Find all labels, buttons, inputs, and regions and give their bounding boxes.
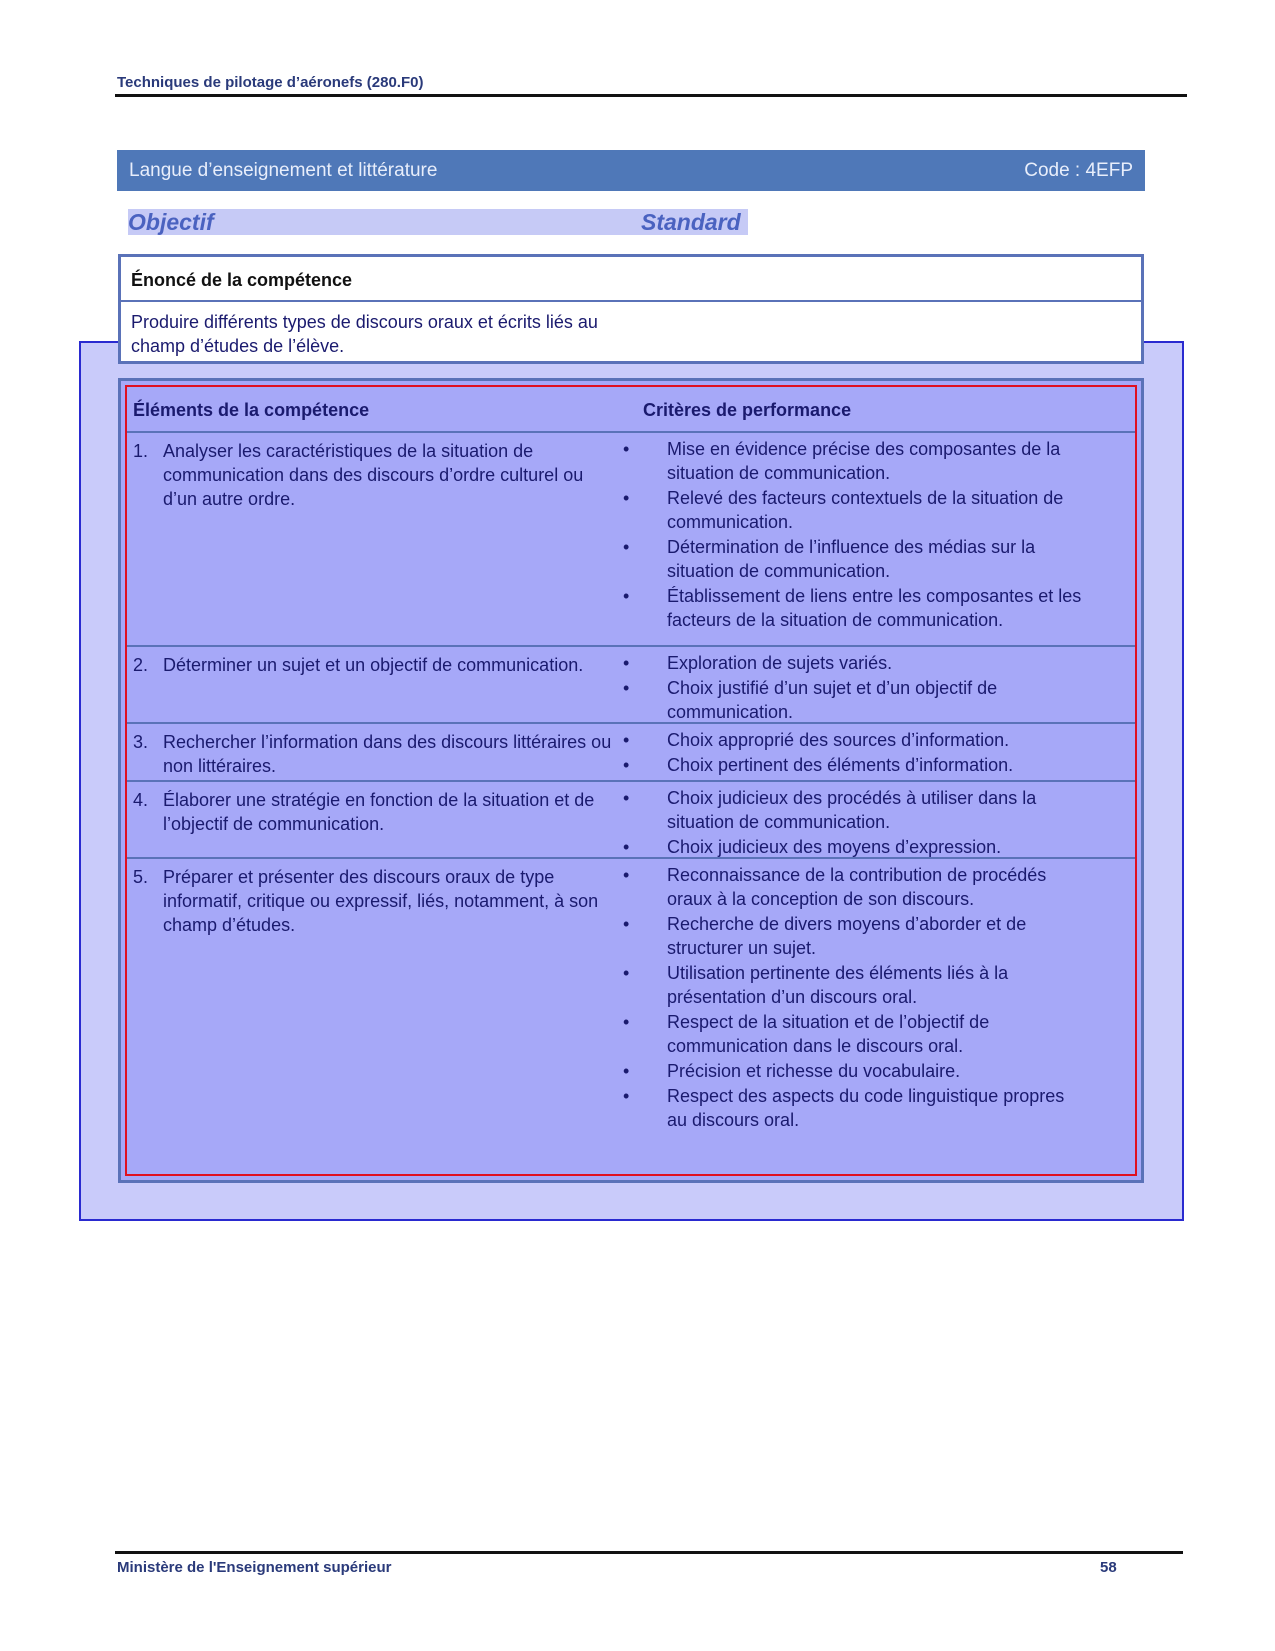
bullet-icon: • <box>623 963 630 983</box>
bullet-icon: • <box>623 537 630 557</box>
criterion-item <box>623 584 1087 632</box>
bullet-icon: • <box>623 837 630 857</box>
running-header: Techniques de pilotage d’aéronefs (280.F0) <box>117 74 424 91</box>
criteria-list <box>623 728 1087 778</box>
element-text: Préparer et présenter des discours oraux de type informatif, critique ou expressif, liés, notamment, à son champ d’études. <box>163 867 599 935</box>
criterion-text: Mise en évidence précise des composantes de la situation de communication. <box>667 439 1061 483</box>
competence-statement-box <box>118 254 1144 364</box>
competence-element <box>133 730 613 778</box>
criterion-item <box>623 535 1087 583</box>
criterion-item <box>623 486 1087 534</box>
bullet-icon: • <box>623 788 630 808</box>
objective-standard-row <box>128 209 748 235</box>
element-text: Analyser les caractéristiques de la situation de communication dans des discours d’ordre culturel ou d’un autre ordre. <box>163 441 584 509</box>
criterion-text: Respect des aspects du code linguistique propres au discours oral. <box>667 1086 1065 1130</box>
footer-ministry: Ministère de l'Enseignement supérieur <box>117 1559 392 1576</box>
bullet-icon: • <box>623 865 630 885</box>
competence-statement-text: Produire différents types de discours oraux et écrits liés au champ d’études de l’élève. <box>131 312 598 356</box>
criterion-text: Utilisation pertinente des éléments liés à la présentation d’un discours oral. <box>667 963 1009 1007</box>
bullet-icon: • <box>623 439 630 459</box>
competence-table <box>118 378 1144 1183</box>
criterion-item <box>623 651 1087 675</box>
bullet-icon: • <box>623 586 630 606</box>
course-code: Code : 4EFP <box>1024 160 1133 181</box>
competence-table-inner <box>125 385 1137 1176</box>
bullet-icon: • <box>623 488 630 508</box>
criterion-item <box>623 753 1087 777</box>
criterion-text: Exploration de sujets variés. <box>667 653 893 673</box>
course-title: Langue d’enseignement et littérature <box>129 160 438 181</box>
criterion-item <box>623 863 1087 911</box>
element-text: Élaborer une stratégie en fonction de la situation et de l’objectif de communication. <box>163 790 595 834</box>
element-number: 1. <box>133 441 149 461</box>
criterion-item <box>623 912 1087 960</box>
table-row <box>127 722 1135 782</box>
bullet-icon: • <box>623 914 630 934</box>
column-header-criteria: Critères de performance <box>643 400 852 420</box>
criterion-item <box>623 1059 1087 1083</box>
header-rule <box>115 94 1187 97</box>
criterion-text: Reconnaissance de la contribution de procédés oraux à la conception de son discours. <box>667 865 1047 909</box>
criterion-text: Choix pertinent des éléments d’information. <box>667 755 1014 775</box>
bullet-icon: • <box>623 653 630 673</box>
criterion-item <box>623 1010 1087 1058</box>
criterion-text: Respect de la situation et de l’objectif de communication dans le discours oral. <box>667 1012 990 1056</box>
criterion-item <box>623 437 1087 485</box>
element-number: 2. <box>133 655 149 675</box>
course-title-bar <box>117 150 1145 191</box>
criterion-item <box>623 728 1087 752</box>
criteria-list <box>623 651 1087 725</box>
bullet-icon: • <box>623 1061 630 1081</box>
standard-label: Standard <box>641 209 741 235</box>
element-number: 3. <box>133 732 149 752</box>
element-number: 4. <box>133 790 149 810</box>
criterion-item <box>623 961 1087 1009</box>
table-row <box>127 645 1135 724</box>
column-header-elements: Éléments de la compétence <box>133 400 370 420</box>
table-row <box>127 780 1135 859</box>
criterion-text: Choix approprié des sources d’information. <box>667 730 1010 750</box>
table-row <box>127 431 1135 647</box>
page-number: 58 <box>1100 1559 1117 1576</box>
element-text: Déterminer un sujet et un objectif de communication. <box>163 655 584 675</box>
objectif-label: Objectif <box>128 209 214 235</box>
competence-statement-heading: Énoncé de la compétence <box>121 257 1141 302</box>
criterion-text: Détermination de l’influence des médias sur la situation de communication. <box>667 537 1036 581</box>
criterion-item <box>623 835 1087 859</box>
criterion-text: Choix judicieux des procédés à utiliser dans la situation de communication. <box>667 788 1037 832</box>
competence-element <box>133 865 613 937</box>
bullet-icon: • <box>623 755 630 775</box>
bullet-icon: • <box>623 1012 630 1032</box>
competence-element <box>133 439 613 511</box>
bullet-icon: • <box>623 678 630 698</box>
criteria-list <box>623 863 1087 1133</box>
criteria-list <box>623 786 1087 860</box>
criteria-list <box>623 437 1087 633</box>
criterion-text: Relevé des facteurs contextuels de la situation de communication. <box>667 488 1064 532</box>
criterion-text: Établissement de liens entre les composantes et les facteurs de la situation de communication. <box>667 586 1082 630</box>
criterion-item <box>623 786 1087 834</box>
criterion-item <box>623 1084 1087 1132</box>
competence-element <box>133 788 613 836</box>
bullet-icon: • <box>623 730 630 750</box>
criterion-text: Recherche de divers moyens d’aborder et de structurer un sujet. <box>667 914 1027 958</box>
criterion-text: Choix judicieux des moyens d’expression. <box>667 837 1002 857</box>
element-text: Rechercher l’information dans des discours littéraires ou non littéraires. <box>163 732 612 776</box>
table-header <box>127 387 1135 433</box>
bullet-icon: • <box>623 1086 630 1106</box>
criterion-item <box>623 676 1087 724</box>
criterion-text: Choix justifié d’un sujet et d’un objectif de communication. <box>667 678 998 722</box>
criterion-text: Précision et richesse du vocabulaire. <box>667 1061 961 1081</box>
competence-element <box>133 653 613 677</box>
element-number: 5. <box>133 867 149 887</box>
table-row <box>127 857 1135 1137</box>
footer-rule <box>115 1551 1183 1554</box>
